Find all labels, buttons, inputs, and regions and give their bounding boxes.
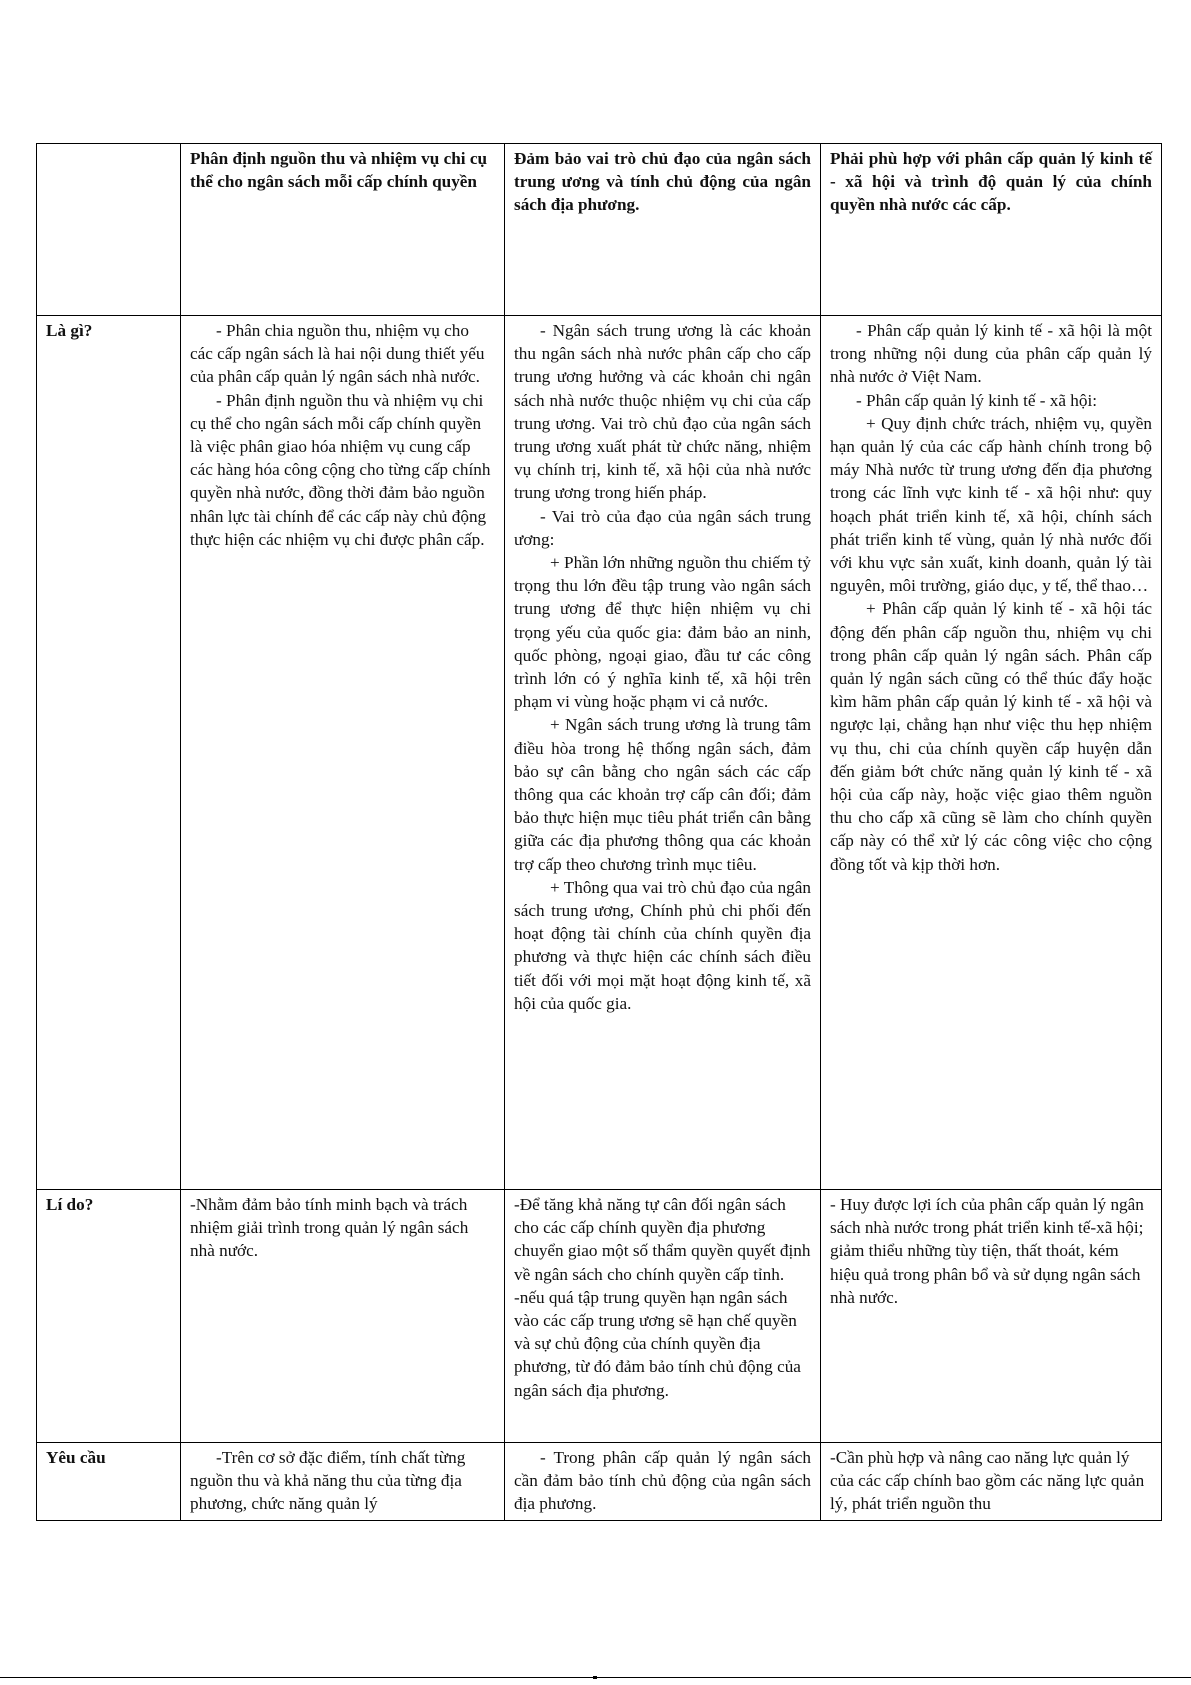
paragraph: - Huy được lợi ích của phân cấp quản lý ngân sách nhà nước trong phát triển kinh tế-xã hội; giảm thiểu những tùy tiện, thất thoát, kém hiệu quả trong phân bổ và sử dụng ngân sách nhà nước. xyxy=(830,1195,1144,1307)
paragraph: - Trong phân cấp quản lý ngân sách cần đảm bảo tính chủ động của ngân sách địa phương. xyxy=(514,1448,811,1514)
table-row-requirement xyxy=(37,1443,1162,1521)
cell-reason-col3 xyxy=(821,1190,1162,1443)
paragraph: + Phần lớn những nguồn thu chiếm tỷ trọng thu lớn đều tập trung vào ngân sách trung ương để thực hiện nhiệm vụ chi trọng yếu của quốc gia: đảm bảo an ninh, quốc phòng, ngoại giao, đầu tư các công trình lớn có ý nghĩa kinh tế, xã hội trên phạm vi vùng hoặc phạm vi cả nước. xyxy=(514,553,811,712)
row-label: Yêu cầu xyxy=(37,1443,181,1521)
rule-tick xyxy=(593,1676,597,1679)
cell-reason-col1 xyxy=(181,1190,505,1443)
paragraph: -Để tăng khả năng tự cân đối ngân sách cho các cấp chính quyền địa phương chuyển giao một số thẩm quyền quyết định về ngân sách cho chính quyền cấp tỉnh. xyxy=(514,1195,811,1284)
row-label: Là gì? xyxy=(37,316,181,1190)
cell-requirement-col1 xyxy=(181,1443,505,1521)
paragraph: -Trên cơ sở đặc điểm, tính chất từng nguồn thu và khả năng thu của từng địa phương, chức năng quản lý xyxy=(190,1448,466,1514)
cell-requirement-col3 xyxy=(821,1443,1162,1521)
header-cell-empty xyxy=(37,144,181,316)
table-row-reason xyxy=(37,1190,1162,1443)
table-row-definition xyxy=(37,316,1162,1190)
page-bottom-rule xyxy=(0,1677,1191,1678)
paragraph: - Phân định nguồn thu và nhiệm vụ chi cụ thể cho ngân sách mỗi cấp chính quyền là việc phân giao hóa nhiệm vụ cung cấp các hàng hóa công cộng cho từng cấp chính quyền nhà nước, đồng thời đảm bảo nguồn nhân lực tài chính để các cấp này chủ động thực hiện các nhiệm vụ chi được phân cấp. xyxy=(190,390,491,549)
cell-definition-col3 xyxy=(821,316,1162,1190)
paragraph: - Phân cấp quản lý kinh tế - xã hội: xyxy=(856,390,1098,410)
paragraph: + Thông qua vai trò chủ đạo của ngân sách trung ương, Chính phủ chi phối đến hoạt động tài chính của chính quyền địa phương và thực hiện các chính sách điều tiết đối với mọi mặt hoạt động kinh tế, xã hội của quốc gia. xyxy=(514,877,811,1013)
paragraph: -Cần phù hợp và nâng cao năng lực quản lý của các cấp chính bao gồm các năng lực quản lý, phát triển nguồn thu xyxy=(830,1448,1145,1514)
paragraph: - Phân chia nguồn thu, nhiệm vụ cho các cấp ngân sách là hai nội dung thiết yếu của phân cấp quản lý ngân sách nhà nước. xyxy=(190,321,485,387)
paragraph: -nếu quá tập trung quyền hạn ngân sách vào các cấp trung ương sẽ hạn chế quyền và sự chủ động của chính quyền địa phương, từ đó đảm bảo tính chủ động của ngân sách địa phương. xyxy=(514,1287,801,1400)
cell-definition-col1 xyxy=(181,316,505,1190)
paragraph: -Nhằm đảm bảo tính minh bạch và trách nhiệm giải trình trong quản lý ngân sách nhà nước. xyxy=(190,1195,469,1261)
cell-definition-col2 xyxy=(505,316,821,1190)
budget-decentralization-table xyxy=(36,143,1162,1521)
header-cell-socioeconomic-fit: Phải phù hợp với phân cấp quản lý kinh tế - xã hội và trình độ quản lý của chính quyền nhà nước các cấp. xyxy=(821,144,1162,316)
header-row xyxy=(37,144,1162,316)
cell-requirement-col2 xyxy=(505,1443,821,1521)
paragraph: - Vai trò của đạo của ngân sách trung ương: xyxy=(514,506,811,549)
cell-reason-col2 xyxy=(505,1190,821,1443)
row-label: Lí do? xyxy=(37,1190,181,1443)
paragraph: + Phân cấp quản lý kinh tế - xã hội tác động đến phân cấp nguồn thu, nhiệm vụ chi trong phân cấp quản lý ngân sách. Phân cấp quản lý ngân sách cũng có thể thúc đẩy hoặc kìm hãm phân cấp quản lý kinh tế - xã hội và ngược lại, chẳng hạn như việc thu hẹp nhiệm vụ thu, chi của chính quyền cấp huyện dẫn đến giảm bớt chức năng quản lý kinh tế - xã hội của cấp này, hoặc việc giao thêm nguồn thu cho cấp xã cũng sẽ làm cho chính quyền cấp này có thể xử lý các công việc cho cộng đồng tốt và kịp thời hơn. xyxy=(830,599,1152,874)
header-cell-revenue-division: Phân định nguồn thu và nhiệm vụ chi cụ thể cho ngân sách mỗi cấp chính quyền xyxy=(181,144,505,316)
header-cell-central-budget-role: Đảm bảo vai trò chủ đạo của ngân sách trung ương và tính chủ động của ngân sách địa phương. xyxy=(505,144,821,316)
paragraph: + Quy định chức trách, nhiệm vụ, quyền hạn quản lý của các cấp hành chính trong bộ máy Nhà nước từ trung ương đến địa phương trong các lĩnh vực kinh tế - xã hội như: quy hoạch phát triển kinh tế, xã hội, chính sách phát triển kinh tế vùng, quản lý nhà nước đối với khu vực sản xuất, kinh doanh, quản lý tài nguyên, môi trường, giáo dục, y tế, thể thao… xyxy=(830,413,1152,596)
paragraph: - Ngân sách trung ương là các khoản thu ngân sách nhà nước phân cấp cho cấp trung ương hưởng và các khoản chi ngân sách nhà nước thuộc nhiệm vụ chi của cấp trung ương. Vai trò chủ đạo của ngân sách trung ương xuất phát từ chức năng, nhiệm vụ chính trị, kinh tế, xã hội của nhà nước trung ương trong hiến pháp. xyxy=(514,321,811,503)
paragraph: + Ngân sách trung ương là trung tâm điều hòa trong hệ thống ngân sách, đảm bảo sự cân bằng cho ngân sách các cấp thông qua các khoản trợ cấp cân đối; đảm bảo thực hiện mục tiêu phát triển cân bằng giữa các địa phương thông qua các khoản trợ cấp theo chương trình mục tiêu. xyxy=(514,715,811,874)
paragraph: - Phân cấp quản lý kinh tế - xã hội là một trong những nội dung của phân cấp quản lý nhà nước ở Việt Nam. xyxy=(830,321,1152,387)
